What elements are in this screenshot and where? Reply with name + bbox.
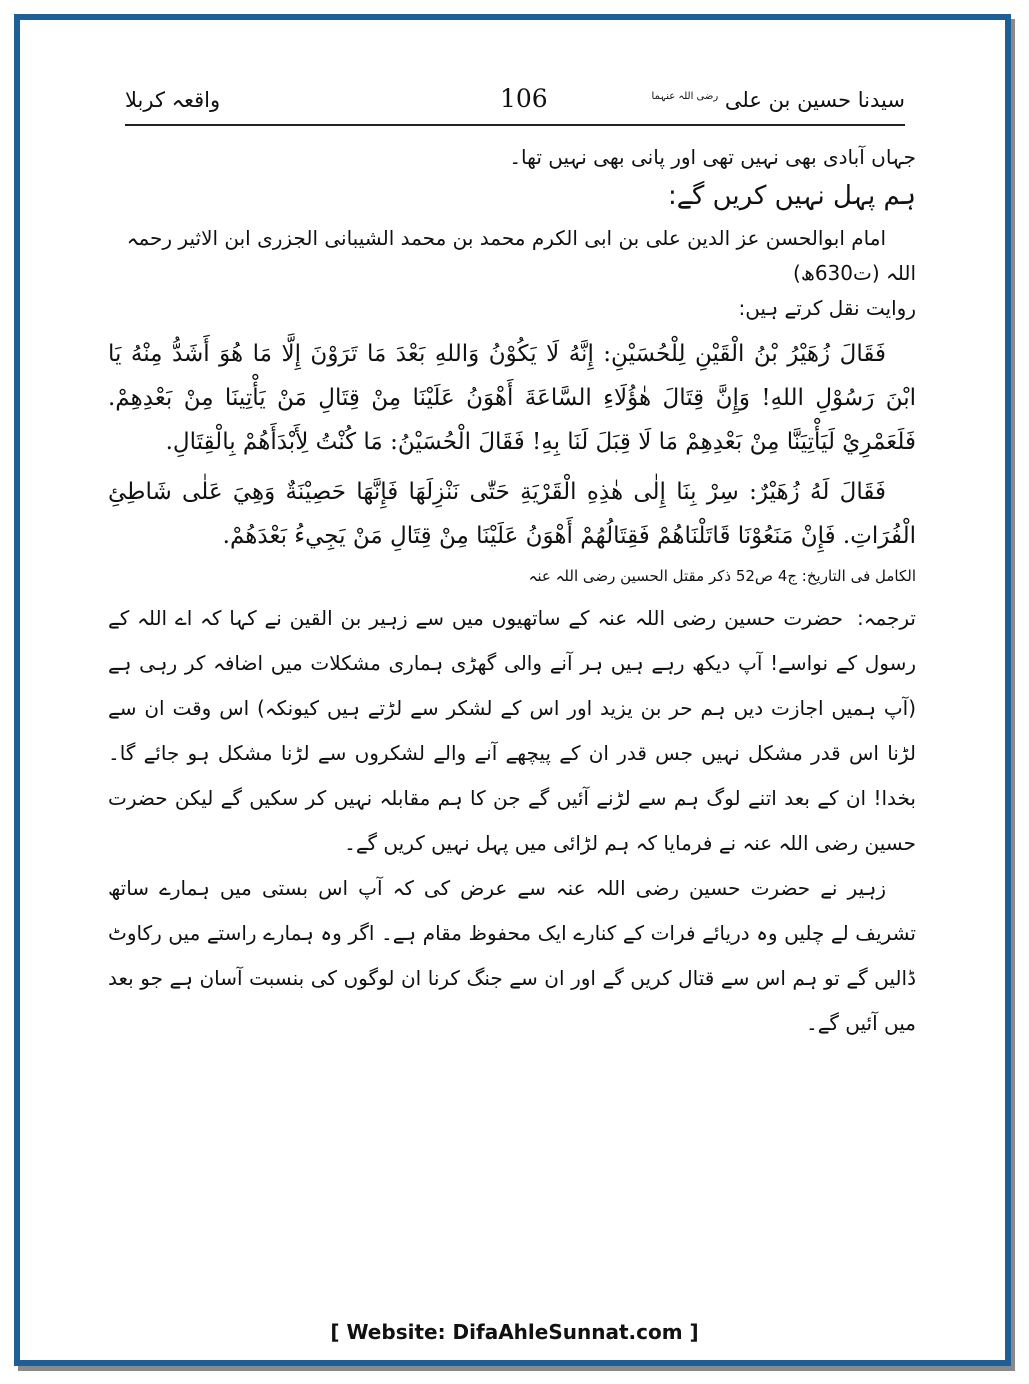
honorific: رضی اللہ عنہما: [651, 91, 719, 102]
source-reference: الکامل فی التاریخ: ج4 ص52 ذکر مقتل الحسین رضی اللہ عنہ: [528, 567, 916, 585]
translation-text-1: حضرت حسین رضی اللہ عنہ کے ساتھیوں میں سے زہیر بن القین نے کہا کہ اے اللہ کے رسول کے نواسے! آپ دیکھ رہے ہیں ہر آنے والی گھڑی ہماری مشکلات میں اضافہ کر رہی ہے (آپ ہمیں اجازت دیں ہم حر بن یزید اور اس کے لشکر سے لڑتے ہیں کیونکہ) اس وقت ان سے لڑنا اس قدر مشکل نہیں جس قدر ان کے پیچھے آنے والے لشکروں سے لڑنا مشکل ہو جائے گا۔ بخدا! ان کے بعد اتنے لوگ ہم سے لڑنے آئیں گے جن کا ہم مقابلہ نہیں کر سکیں گے لیکن حضرت حسین رضی اللہ عنہ نے فرمایا کہ ہم لڑائی میں پہل نہیں کریں گے۔: [108, 606, 916, 855]
translation-paragraph-1: [108, 596, 916, 866]
page-number: 106: [500, 84, 548, 113]
website-footer: [ Website: DifaAhleSunnat.com ]: [330, 1320, 699, 1344]
book-title: سیدنا حسین بن علی $^{رضی اللہ عنہما}$: [651, 88, 905, 112]
narrator-line: امام ابوالحسن عز الدین علی بن ابی الکرم محمد بن محمد الشیبانی الجزری ابن الاثیر رحمہ اللہ (ت630ھ): [126, 226, 916, 285]
arabic-text-2: فَقَالَ لَهُ زُهَيْرٌ: سِرْ بِنَا إِلٰى هٰذِهِ الْقَرْيَةِ حَتّٰى نَنْزِلَهَا فَإِنَّهَا حَصِيْنَةٌ وَهِيَ عَلٰى شَاطِئِ الْفُرَاتِ. فَإِنْ مَنَعُوْنَا قَاتَلْنَاهُمْ فَقِتَالُهُمْ أَهْوَنُ عَلَيْنَا مِنْ قِتَالِ مَنْ يَجِيءُ بَعْدَهُمْ.: [108, 479, 916, 549]
section-heading: ہم پہل نہیں کریں گے:: [668, 181, 916, 211]
narrator-line-2: روایت نقل کرتے ہیں:: [738, 296, 916, 320]
arabic-text-1: فَقَالَ زُهَيْرُ بْنُ الْقَيْنِ لِلْحُسَيْنِ: إِنَّهُ لَا يَكُوْنُ وَاللهِ بَعْدَ مَا تَرَوْنَ إِلَّا مَا هُوَ أَشَدُّ مِنْهُ يَا ابْنَ رَسُوْلِ اللهِ! وَإِنَّ قِتَالَ هٰؤُلَاءِ السَّاعَةَ أَهْوَنُ عَلَيْنَا مِنْ قِتَالِ مَنْ يَأْتِينَا مِنْ بَعْدِهِمْ. فَلَعَمْرِيْ لَيَأْتِيَنَّا مِنْ بَعْدِهِمْ مَا لَا قِبَلَ لَنَا بِهِ! فَقَالَ الْحُسَيْنُ: مَا كُنْتُ لِأَبْدَأَهُمْ بِالْقِتَالِ.: [108, 341, 916, 455]
page-header: [125, 84, 905, 126]
translation-label: ترجمہ:: [857, 606, 916, 630]
intro-line: جہاں آبادی بھی نہیں تھی اور پانی بھی نہیں تھا۔: [509, 145, 916, 169]
chapter-title: واقعہ کربلا: [125, 88, 221, 112]
translation-paragraph-2: زہیر نے حضرت حسین رضی اللہ عنہ سے عرض کی کہ آپ اس بستی میں ہمارے ساتھ تشریف لے چلیں وہ دریائے فرات کے کنارے ایک محفوظ مقام ہے۔ اگر وہ ہمارے راستے میں رکاوٹ ڈالیں گے تو ہم اس سے قتال کریں گے اور ان سے جنگ کرنا ان لوگوں کی بنسبت آسان ہے جو بعد میں آئیں گے۔: [108, 876, 916, 1035]
page-content: [108, 140, 916, 1046]
